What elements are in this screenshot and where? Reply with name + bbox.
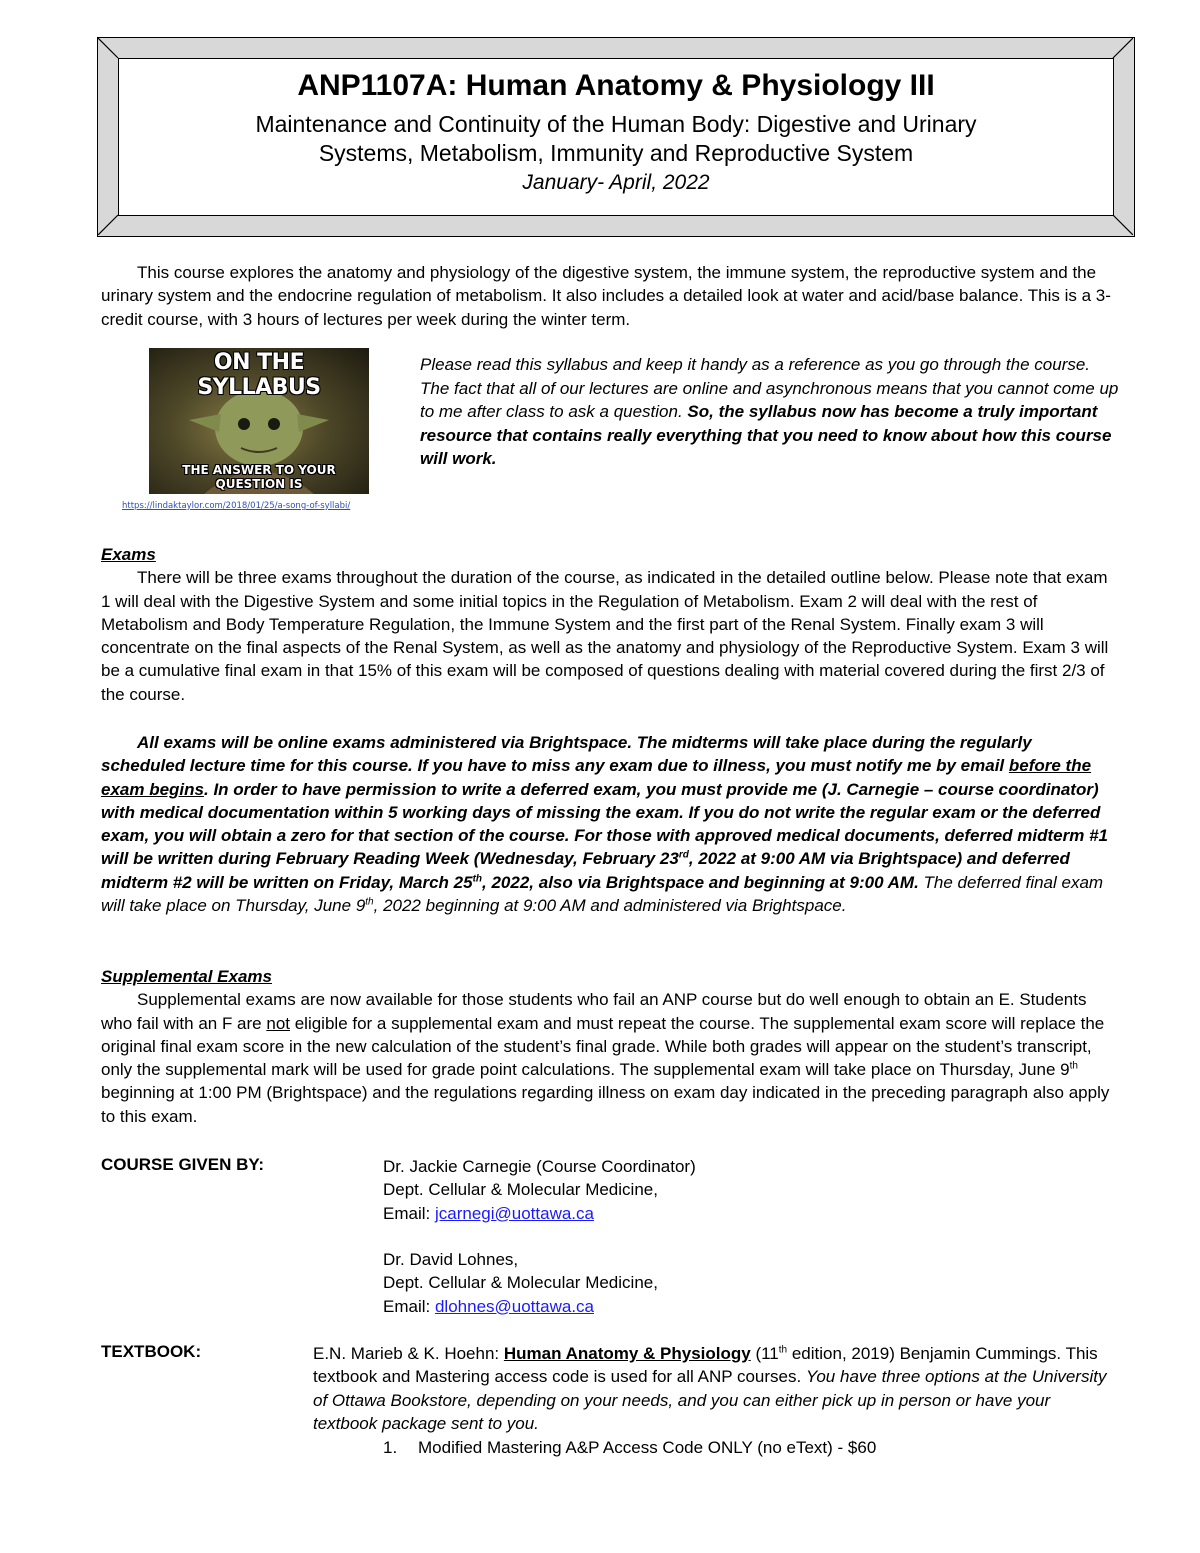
meme-bottom-text: THE ANSWER TO YOUR QUESTION IS — [182, 463, 336, 491]
course-subtitle-line-2: Systems, Metabolism, Immunity and Reproductive System — [318, 140, 914, 166]
textbook-details — [313, 1342, 1118, 1435]
note-bold-text: So, the syllabus now has become a truly important resource that contains really everything that you need to know about how this course will work. — [420, 402, 1112, 468]
intro-paragraph: This course explores the anatomy and physiology of the digestive system, the immune system, the reproductive system and the urinary system and the endocrine regulation of metabolism. It also includes a detailed look at water and acid/base balance. This is a 3-credit course, with 3 hours of lectures per week during the winter term. — [101, 263, 1111, 329]
instructor-1 — [383, 1155, 696, 1225]
policy-sup-th: th — [472, 873, 483, 885]
textbook-label: TEXTBOOK: — [101, 1342, 202, 1361]
list-item — [383, 1436, 876, 1459]
supplemental-paragraph — [101, 988, 1116, 1128]
policy-sup-rd: rd — [678, 849, 689, 861]
textbook-sup: th — [778, 1344, 788, 1356]
supplemental-heading: Supplemental Exams — [101, 967, 273, 986]
textbook-edition-2: edition, 2019) Benjamin Cummings. This textbook and Mastering access code is used for all ANP courses. — [313, 1344, 1098, 1387]
policy-before-exam: before the exam begins — [101, 756, 1092, 799]
instructor-1-email-label: Email: — [383, 1203, 435, 1223]
policy-part-1: All exams will be online exams administered via Brightspace. The midterms will take place during the regularly scheduled lecture time for this course. If you have to miss any exam due to illness, you must notify me by email — [101, 733, 1032, 776]
title-box — [118, 58, 1114, 216]
meme-top-text: ON THE SYLLABUS — [197, 350, 321, 400]
syllabus-note — [420, 353, 1120, 471]
policy-part-4: , 2022, also via Brightspace and beginning at 9:00 AM. — [482, 872, 919, 892]
exam-policy-paragraph — [101, 731, 1116, 917]
note-text: Please read this syllabus and keep it handy as a reference as you go through the course. The fact that all of our lectures are online and asynchronous means that you cannot come up to me after class to ask a question. — [420, 355, 1119, 421]
instructor-1-name: Dr. Jackie Carnegie (Course Coordinator) — [383, 1157, 696, 1176]
exams-heading: Exams — [101, 545, 156, 564]
list-item-number: 1. — [383, 1438, 398, 1457]
course-given-by-label: COURSE GIVEN BY: — [101, 1155, 265, 1174]
policy-final-sup: th — [365, 896, 374, 908]
instructor-2-name: Dr. David Lohnes, — [383, 1250, 519, 1269]
course-dates: January- April, 2022 — [522, 171, 710, 194]
policy-part-3: , 2022 at 9:00 AM via Brightspace) and deferred midterm #2 will be written on Friday, March 25 — [101, 849, 1070, 892]
policy-final-1: The deferred final exam will take place on Thursday, June 9 — [101, 872, 1104, 916]
exams-section — [101, 543, 1116, 706]
course-subtitle-line-1: Maintenance and Continuity of the Human Body: Digestive and Urinary — [255, 111, 977, 137]
supplemental-part-2: eligible for a supplemental exam and must repeat the course. The supplemental exam score will replace the original final exam score in the new calculation of the student’s final grade. While both grades will appear on the student’s transcript, only the supplemental mark will be used for grade point calculations. The supplemental exam will take place on Thursday, June 9 — [101, 1013, 1105, 1080]
yoda-meme-image — [149, 348, 369, 494]
textbook-title: Human Anatomy & Physiology — [503, 1344, 751, 1363]
exams-paragraph: There will be three exams throughout the duration of the course, as indicated in the detailed outline below. Please note that exam 1 will deal with the Digestive System and some initial topics in the Regulation of Metabolism. Exam 2 will deal with the rest of Metabolism and Body Temperature Regulation, the Immune System and the first part of the Renal System. Finally exam 3 will concentrate on the final aspects of the Renal System, as well as the anatomy and physiology of the Reproductive System. Exam 3 will be a cumulative final exam in that 15% of this exam will be composed of questions dealing with material covered during the first 2/3 of the course. — [101, 568, 1109, 704]
textbook-options: You have three options at the University of Ottawa Bookstore, depending on your needs, and you can either pick up in person or have your textbook package sent to you. — [313, 1367, 1107, 1433]
textbook-edition-1: (11 — [750, 1344, 779, 1363]
textbook-authors: E.N. Marieb & K. Hoehn: — [313, 1344, 504, 1363]
supplemental-not: not — [266, 1013, 290, 1033]
instructor-1-dept: Dept. Cellular & Molecular Medicine, — [383, 1180, 658, 1200]
list-item-text: Modified Mastering A&P Access Code ONLY (no eText) - $60 — [418, 1438, 877, 1457]
textbook-option-list — [383, 1436, 876, 1459]
title-frame — [97, 37, 1135, 237]
instructor-2-email-link[interactable]: dlohnes@uottawa.ca — [434, 1296, 594, 1316]
instructor-2 — [383, 1248, 658, 1318]
policy-part-2: . In order to have permission to write a deferred exam, you must provide me (J. Carnegie – course coordinator) with medical documentation within 5 working days of missing the exam. If you do not write the regular exam or the deferred exam, you will obtain a zero for that section of the course. For those with approved medical documents, deferred midterm #1 will be written during February Reading Week (Wednesday, February 23 — [101, 779, 1108, 869]
meme-source-link[interactable]: https://lindaktaylor.com/2018/01/25/a-song-of-syllabi/ — [122, 501, 351, 511]
policy-final-2: , 2022 beginning at 9:00 AM and administered via Brightspace. — [373, 896, 847, 916]
supplemental-section — [101, 965, 1116, 1128]
course-title: ANP1107A: Human Anatomy & Physiology III — [297, 69, 935, 102]
instructor-2-email-row — [383, 1295, 658, 1318]
supplemental-part-1: Supplemental exams are now available for those students who fail an ANP course but do well enough to obtain an E. Students who fail with an F are — [101, 990, 1087, 1033]
supplemental-sup: th — [1069, 1060, 1078, 1072]
supplemental-part-3: beginning at 1:00 PM (Brightspace) and the regulations regarding illness on exam day indicated in the preceding paragraph also apply to this exam. — [101, 1083, 1110, 1126]
instructor-2-email-label: Email: — [383, 1296, 435, 1316]
instructor-2-dept: Dept. Cellular & Molecular Medicine, — [383, 1273, 658, 1293]
instructor-1-email-link[interactable]: jcarnegi@uottawa.ca — [434, 1203, 594, 1223]
instructor-1-email-row — [383, 1202, 696, 1225]
